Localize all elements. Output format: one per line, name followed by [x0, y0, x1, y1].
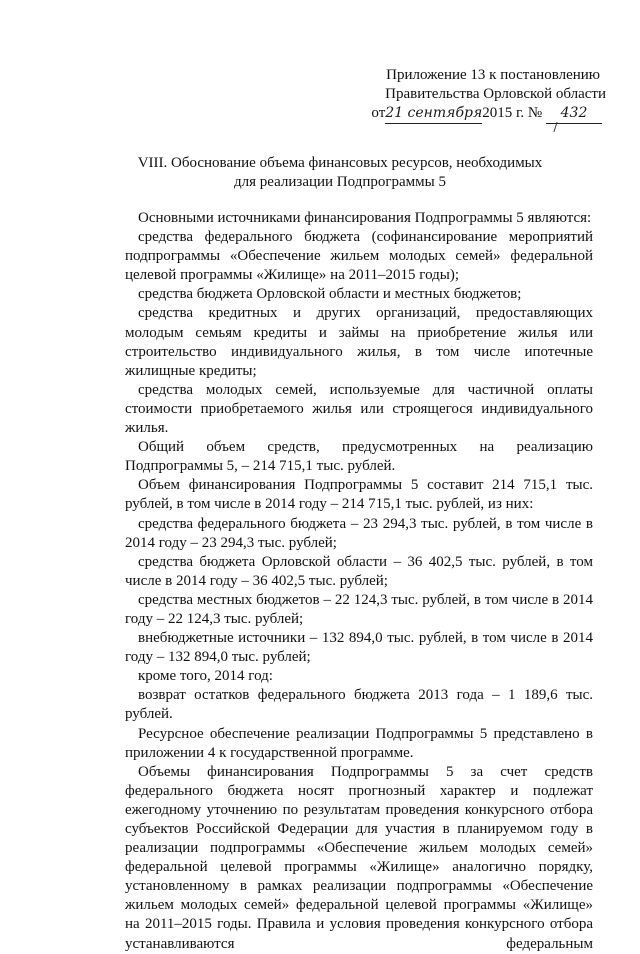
appendix-line-1: Приложение 13 к постановлению — [386, 67, 600, 83]
appendix-header — [300, 66, 606, 124]
paragraph: возврат остатков федерального бюджета 2013 года – 1 189,6 тыс. рублей. — [125, 687, 593, 723]
handwritten-date: 21 сентября — [385, 104, 482, 124]
paragraph: средства федерального бюджета – 23 294,3 тыс. рублей, в том числе в 2014 году – 23 294,3 тыс. рублей; — [125, 515, 593, 551]
body-text — [125, 209, 593, 954]
paragraph: средства федерального бюджета (софинансирование мероприятий подпрограммы «Обеспечение жильем молодых семей» федеральной целевой программы «Жилище» на 2011–2015 годы); — [125, 229, 593, 284]
year-and-number-label: 2015 г. № — [482, 105, 543, 121]
paragraph: Объем финансирования Подпрограммы 5 составит 214 715,1 тыс. рублей, в том числе в 2014 году – 214 715,1 тыс. рублей, из них: — [125, 477, 593, 513]
paragraph: средства бюджета Орловской области и местных бюджетов; — [138, 286, 522, 303]
paragraph: средства кредитных и других организаций, предоставляющих молодым семьям кредиты и займы на приобретение жилья или строительство индивидуального жилья, в том числе ипотечные жилищные кредиты; — [125, 305, 593, 379]
section-heading — [60, 154, 620, 192]
handwritten-number: 432 — [546, 104, 602, 124]
paragraph: Объемы финансирования Подпрограммы 5 за счет средств федерального бюджета носят прогнозный характер и подлежат ежегодному уточнению по результатам проведения конкурсного отбора субъектов Российской Федерации для участия в планируемом году в реализации подпрограммы «Обеспечение жильем молодых семей» федеральной целевой программы «Жилище» аналогично порядку, установленному в рамках реализации подпрограммы «Обеспечение жильем молодых семей» федеральной целевой программы «Жилище» на 2011–2015 годы. Правила и условия проведения конкурсного отбора устанавливаются федеральным — [125, 763, 593, 952]
section-heading-line-2: для реализации Подпрограммы 5 — [233, 174, 446, 190]
paragraph: Основными источниками финансирования Подпрограммы 5 являются: — [138, 210, 592, 226]
appendix-line-2: Правительства Орловской области — [385, 86, 606, 102]
paragraph: внебюджетные источники – 132 894,0 тыс. рублей, в том числе в 2014 году – 132 894,0 тыс. рублей; — [125, 630, 593, 666]
paragraph: средства бюджета Орловской области – 36 402,5 тыс. рублей, в том числе в 2014 году – 36 402,5 тыс. рублей; — [125, 553, 593, 589]
section-heading-line-1: VIII. Обоснование объема финансовых ресурсов, необходимых — [137, 155, 543, 171]
paragraph: средства местных бюджетов – 22 124,3 тыс. рублей, в том числе в 2014 году – 22 124,3 тыс. рублей; — [125, 591, 593, 627]
appendix-line-3 — [300, 104, 606, 124]
paragraph: средства молодых семей, используемые для частичной оплаты стоимости приобретаемого жилья или строящегося индивидуального жилья. — [125, 381, 593, 437]
date-prefix: от — [371, 105, 386, 121]
paragraph: кроме того, 2014 год: — [138, 668, 273, 685]
paragraph: Ресурсное обеспечение реализации Подпрограммы 5 представлено в приложении 4 к государственной программе. — [125, 725, 593, 761]
paragraph: Общий объем средств, предусмотренных на реализацию Подпрограммы 5, – 214 715,1 тыс. рублей. — [125, 439, 593, 475]
